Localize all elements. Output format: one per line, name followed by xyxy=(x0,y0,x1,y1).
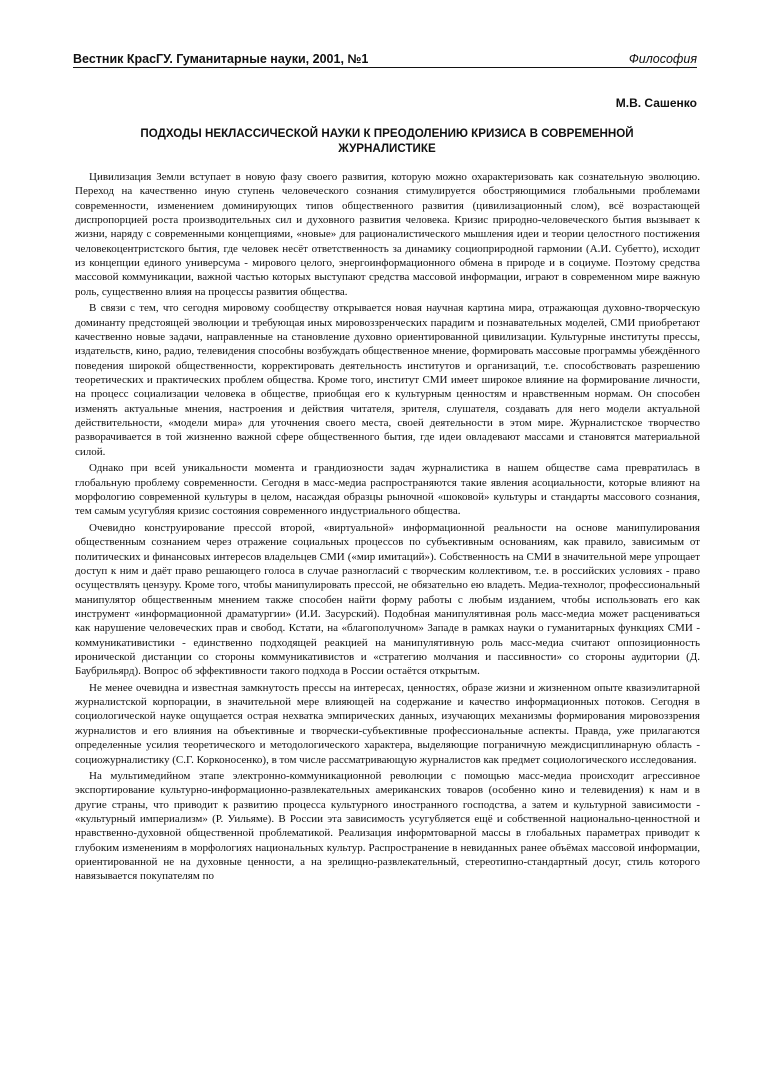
paragraph-5: Не менее очевидна и известная замкнутость прессы на интересах, ценностях, образе жизни и жизненном опыте квазиэлитарной журналистской корпорации, в значительной мере влияющей на содержание и качество информационных потоков. Сегодня в социологической науке ощущается острая нехватка эмпирических данных, изучающих механизмы формирования мировоззрения журналистов и его влияния на объективные и творчески-субъективные профессиональные аспекты. Правда, уже прилагаются определенные усилия теоретического и методологического характера, выделяющие пограничную междисциплинарную область - социожурналистику (С.Г. Корконосенко), в том числе рассматривающую журналистов как предмет социологического исследования. xyxy=(75,681,700,766)
paragraph-2: В связи с тем, что сегодня мировому сообществу открывается новая научная картина мира, отражающая духовно-творческую доминанту предстоящей эволюции и требующая иных мировоззренческих парадигм и познавательных моделей, СМИ приобретают качественно новые задачи, направленные на становление духовно ориентированной цивилизации. Культурные институты прессы, издательств, кино, радио, телевидения способны возбуждать общественное мнение, формировать массовые программы убеждённого поведения широкой общественности, корректировать деятельность институтов и организаций, т.е. способствовать разрешению теоретических и практических проблем общества. Кроме того, институт СМИ имеет широкое влияние на формирование личности, на процесс социализации человека в обществе, приобщая его к культурным ценностям и нравственным нормам. Он способен изменять актуальные мнения, настроения и действия читателя, зрителя, слушателя, создавать для него модели актуальной действительности, «модели мира» для уточнения своего места, своей деятельности в этом мире. Журналистское творчество разворачивается в той жизненно важной сфере общественного бытия, где идеи овладевают массами и становятся материальной силой. xyxy=(75,302,700,458)
section-name: Философия xyxy=(628,52,697,66)
running-header xyxy=(73,44,697,66)
author-name: М.В. Сашенко xyxy=(615,96,697,110)
paragraph-6: На мультимедийном этапе электронно-коммуникационной революции с помощью масс-медиа происходит агрессивное экспортирование культурно-информационно-развлекательных американских товаров (особенно кино и телевидения) к нам и в другие страны, что приводит к развитию процесса культурного иностранного господства, а затем и культурной зависимости - «культурный империализм» (Р. Уильяме). В России эта зависимость усугубляется ещё и собственной национально-ценностной и нравственно-духовной общественной проблематикой. Реализация информтоварной массы в глобальных параметрах приводит к глубоким изменениям в морфологиях национальных культур. Распространение в невиданных ранее объёмах массовой информации, ориентированной не на духовные ценности, а на зрелищно-развлекательный, стереотипно-стандартный досуг, стиль которого навязывается покупателям по xyxy=(75,770,700,883)
paragraph-1: Цивилизация Земли вступает в новую фазу своего развития, которую можно охарактеризовать как сознательную эволюцию. Переход на качественно иную ступень человеческого сознания стимулируется обостряющимися глобальными проблемами современности, изменением доминирующих типов общественного развития (цивилизационный слом), всё возрастающей диспропорцией роста производительных сил и духовного развития человека. Кризис природно-человеческого бытия вызывает к жизни, наряду с современными концепциями, «новые» для рационалистического мышления идеи и теории целостного постижения человекоцентристского бытия, где человек несёт ответственность за динамику социоприродной гармонии (А.И. Субетто), исходит из концепции единого универсума - мирового целого, энергоинформационного обмена в природе и в социуме. Поэтому средства массовой коммуникации, важной частью которых выступают средства массовой информации, играют в современном мире важную роль, существенно влияя на процессы развития общества. xyxy=(75,171,700,298)
journal-name: Вестник КрасГУ. Гуманитарные науки, 2001, №1 xyxy=(73,52,369,66)
paragraph-3: Однако при всей уникальности момента и грандиозности задач журналистика в нашем обществе сама превратилась в глобальную проблему современности. Сегодня в масс-медиа распространяются такие явления асоциальности, которые влияют на морфологию современной культуры в целом, насаждая образцы рыночной «шоковой» культуры и стандарты массового сознания, тем самым усугубляя кризис состояния современного индустриального общества. xyxy=(75,462,700,518)
article-body xyxy=(75,170,700,886)
paragraph-4: Очевидно конструирование прессой второй, «виртуальной» информационной реальности на основе манипулирования общественным сознанием через отражение социальных процессов по субъективным основаниям, как правило, зависимым от политических и финансовых интересов владельцев СМИ («мир имитаций»). Собственность на СМИ в значительной мере упрощает доступ к ним и даёт право решающего голоса в случае разногласий с творческим коллективом, т.е. в российских условиях - право осуществлять цензуру. Кроме того, чтобы манипулировать прессой, не обязательно ею владеть. Медиа-технолог, профессиональный манипулятор общественным мнением также способен найти форму работы с любым изданием, чтобы использовать его как инструмент «информационной драматургии» (И.И. Засурский). Подобная манипулятивная роль масс-медиа может расцениваться как нарушение человеческих прав и свобод. Кстати, на «благополучном» Западе в рамках науки о гуманитарных функциях СМИ - коммуникативистики - единственно подходящей реакцией на манипулятивную роль масс-медиа считают оппозиционность иронической дистанции со стороны коммуникативистов и «стратегию молчания и пассивности» со стороны аудитории (Д. Баубрильярд). Вопрос об эффективности такого подхода в России остаётся открытым. xyxy=(75,521,700,678)
header-rule xyxy=(73,67,697,68)
article-title: ПОДХОДЫ НЕКЛАССИЧЕСКОЙ НАУКИ К ПРЕОДОЛЕНИЮ КРИЗИСА В СОВРЕМЕННОЙ ЖУРНАЛИСТИКЕ xyxy=(140,127,634,155)
